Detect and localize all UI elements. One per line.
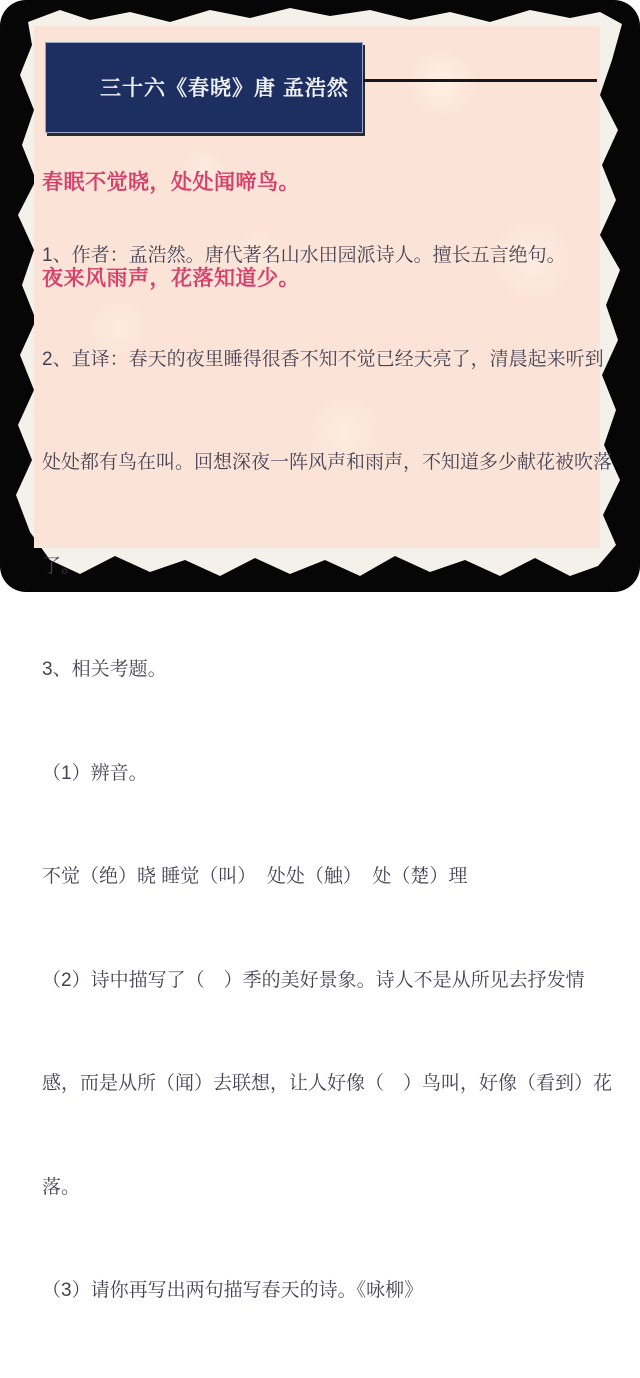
note-line-questions-heading: 3、相关考题。	[42, 659, 167, 680]
note-line-translation-3: 了。	[42, 555, 81, 577]
page-title: 三十六《春晓》唐 孟浩然	[100, 77, 349, 100]
content-card	[34, 26, 613, 1301]
note-line-q2-content-3: 落。	[42, 1176, 81, 1198]
note-line-q3-content: （3）请你再写出两句描写春天的诗。《咏柳》	[42, 1280, 424, 1301]
note-line-q1-content: 不觉（绝）晓 睡觉（叫） 处处（触） 处（楚）理	[42, 866, 468, 887]
poem-line-1: 春眠不觉晓，处处闻啼鸟。	[42, 171, 300, 194]
note-line-translation-2: 处处都有鸟在叫。回想深夜一阵风声和雨声，不知道多少献花被吹落	[42, 452, 613, 473]
note-line-translation-1: 2、直译：春天的夜里睡得很香不知不觉已经天亮了，清晨起来听到	[42, 348, 604, 370]
note-line-q1-heading: （1）辨音。	[42, 762, 148, 784]
note-line-author: 1、作者：孟浩然。唐代著名山水田园派诗人。擅长五言绝句。	[42, 245, 566, 266]
poem-line-2: 夜来风雨声，花落知道少。	[42, 267, 300, 290]
note-line-q2-content-2: 感，而是从所（闻）去联想，让人好像（ ）鸟叫，好像（看到）花	[42, 1073, 613, 1094]
note-line-q2-content-1: （2）诗中描写了（ ）季的美好景象。诗人不是从所见去抒发情	[42, 969, 585, 991]
notes-block	[42, 170, 613, 1378]
